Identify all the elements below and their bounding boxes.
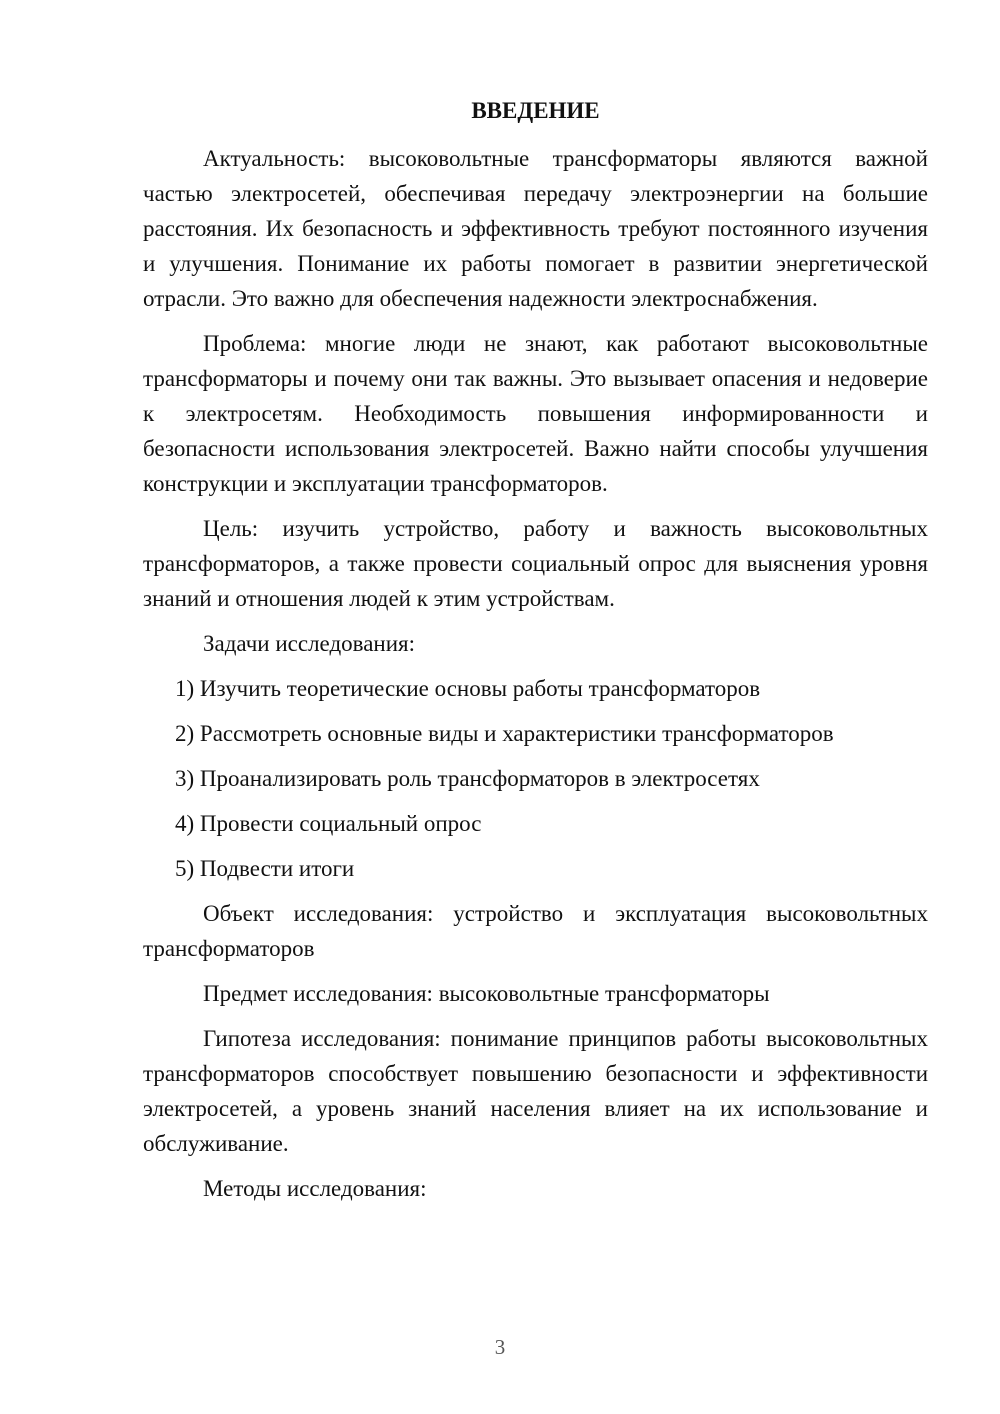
document-body xyxy=(143,141,928,1206)
page-title: ВВЕДЕНИЕ xyxy=(471,98,600,123)
paragraph-goal: Цель: изучить устройство, работу и важность высоковольтных трансформаторов, а также провести социальный опрос для выяснения уровня знаний и отношения людей к этим устройствам. xyxy=(143,516,928,611)
paragraph-subject: Предмет исследования: высоковольтные трансформаторы xyxy=(203,981,770,1006)
paragraph-relevance: Актуальность: высоковольтные трансформаторы являются важной частью электросетей, обеспечивая передачу электроэнергии на большие расстояния. Их безопасность и эффективность требуют постоянного изучения и улучшения. Понимание их работы помогает в развитии энергетической отрасли. Это важно для обеспечения надежности электроснабжения. xyxy=(143,146,928,311)
paragraph-problem: Проблема: многие люди не знают, как работают высоковольтные трансформаторы и почему они так важны. Это вызывает опасения и недоверие к электросетям. Необходимость повышения информированности и безопасности использования электросетей. Важно найти способы улучшения конструкции и эксплуатации трансформаторов. xyxy=(143,331,928,496)
list-item: 2) Рассмотреть основные виды и характеристики трансформаторов xyxy=(175,721,834,746)
list-item: 1) Изучить теоретические основы работы трансформаторов xyxy=(175,676,761,701)
list-item: 5) Подвести итоги xyxy=(175,856,355,881)
list-item: 3) Проанализировать роль трансформаторов в электросетях xyxy=(175,766,760,791)
list-item: 4) Провести социальный опрос xyxy=(175,811,482,836)
tasks-heading: Задачи исследования: xyxy=(203,631,416,656)
paragraph-hypothesis: Гипотеза исследования: понимание принципов работы высоковольтных трансформаторов способствует повышению безопасности и эффективности электросетей, а уровень знаний населения влияет на их использование и обслуживание. xyxy=(143,1026,928,1156)
page-number: 3 xyxy=(494,1335,506,1359)
paragraph-object: Объект исследования: устройство и эксплуатация высоковольтных трансформаторов xyxy=(143,901,928,961)
methods-heading: Методы исследования: xyxy=(203,1176,427,1201)
